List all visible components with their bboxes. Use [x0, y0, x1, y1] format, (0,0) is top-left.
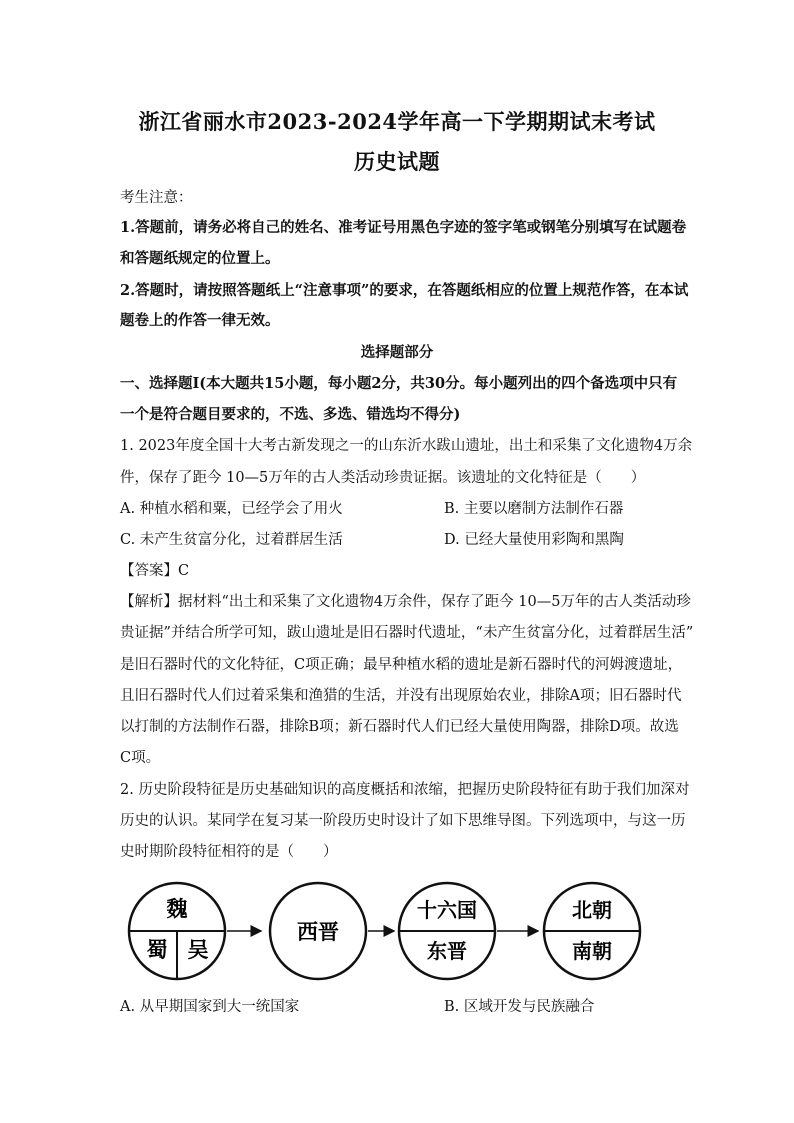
- section-instructions-line-1: 一、选择题Ⅰ(本大题共15小题，每小题2分，共30分。每小题列出的四个备选项中只有: [120, 375, 678, 392]
- circle-western-jin: [270, 883, 366, 979]
- label-northern-dynasties: 北朝: [572, 898, 612, 922]
- label-southern-dynasties: 南朝: [572, 939, 612, 963]
- q2-option-a: A. 从早期国家到大一统国家: [120, 999, 300, 1015]
- label-shu: 蜀: [146, 937, 168, 962]
- q1-explanation-line-5: 以打制的方法制作石器，排除B项；新石器时代人们已经大量使用陶器，排除D项。故选: [120, 719, 679, 735]
- q1-explanation-line-3: 是旧石器时代的文化特征，C项正确；最早种植水稻的遗址是新石器时代的河姆渡遗址，: [120, 657, 683, 673]
- label-eastern-jin: 东晋: [427, 939, 467, 963]
- doc-subtitle: 历史试题: [354, 149, 440, 174]
- q1-option-d: D. 已经大量使用彩陶和黑陶: [444, 532, 624, 548]
- label-sixteen-kingdoms: 十六国: [417, 898, 477, 922]
- notice-heading: 考生注意：: [120, 190, 193, 206]
- dynasty-mind-map: [0, 878, 794, 988]
- circle-three-kingdoms: [129, 883, 225, 979]
- q2-option-b: B. 区域开发与民族融合: [444, 999, 595, 1015]
- q1-answer: 【答案】C: [120, 563, 190, 579]
- notice-item-2-line-2: 题卷上的作答一律无效。: [120, 312, 280, 329]
- q1-option-b: B. 主要以磨制方法制作石器: [444, 501, 624, 517]
- label-western-jin: 西晋: [297, 919, 339, 944]
- notice-item-1-line-2: 和答题纸规定的位置上。: [120, 250, 280, 267]
- circle-northern-southern-dynasties: [544, 883, 640, 979]
- q1-stem-line-1: 1. 2023年度全国十大考古新发现之一的山东沂水跋山遗址，出土和采集了文化遗物4万余: [120, 438, 693, 454]
- q2-stem-line-1: 2. 历史阶段特征是历史基础知识的高度概括和浓缩，把握历史阶段特征有助于我们加深对: [120, 782, 690, 798]
- q1-option-a: A. 种植水稻和粟，已经学会了用火: [120, 501, 343, 517]
- q1-option-c: C. 未产生贫富分化，过着群居生活: [120, 532, 343, 548]
- notice-item-1-line-1: 1.答题前，请务必将自己的姓名、准考证号用黑色字迹的签字笔或钢笔分别填写在试题卷: [120, 219, 687, 236]
- label-wu: 吴: [187, 937, 209, 962]
- q1-explanation-line-4: 且旧石器时代人们过着采集和渔猎的生活，并没有出现原始农业，排除A项；旧石器时代: [120, 688, 682, 704]
- notice-item-2-line-1: 2.答题时，请按照答题纸上“注意事项”的要求，在答题纸相应的位置上规范作答，在本试: [120, 282, 689, 299]
- section-instructions-line-2: 一个是符合题目要求的，不选、多选、错选均不得分): [120, 406, 461, 423]
- q1-explanation-line-2: 贵证据”并结合所学可知，跋山遗址是旧石器时代遗址，“未产生贫富分化，过着群居生活”: [120, 625, 694, 641]
- doc-title: 浙江省丽水市2023-2024学年高一下学期期试末考试: [138, 109, 656, 134]
- circle-sixteen-kingdoms-eastern-jin: [399, 883, 495, 979]
- q1-stem-line-2: 件，保存了距今 10—5万年的古人类活动珍贵证据。该遗址的文化特征是（ ）: [120, 470, 646, 486]
- section-heading: 选择题部分: [360, 344, 434, 361]
- q2-stem-line-3: 史时期阶段特征相符的是（ ）: [120, 844, 338, 860]
- q1-explanation-line-6: C项。: [120, 750, 161, 766]
- q2-stem-line-2: 历史的认识。某同学在复习某一阶段历史时设计了如下思维导图。下列选项中，与这一历: [120, 813, 686, 829]
- label-wei: 魏: [166, 896, 188, 921]
- q1-explanation-line-1: 【解析】据材料“出土和采集了文化遗物4万余件，保存了距今 10—5万年的古人类活动珍: [120, 594, 691, 610]
